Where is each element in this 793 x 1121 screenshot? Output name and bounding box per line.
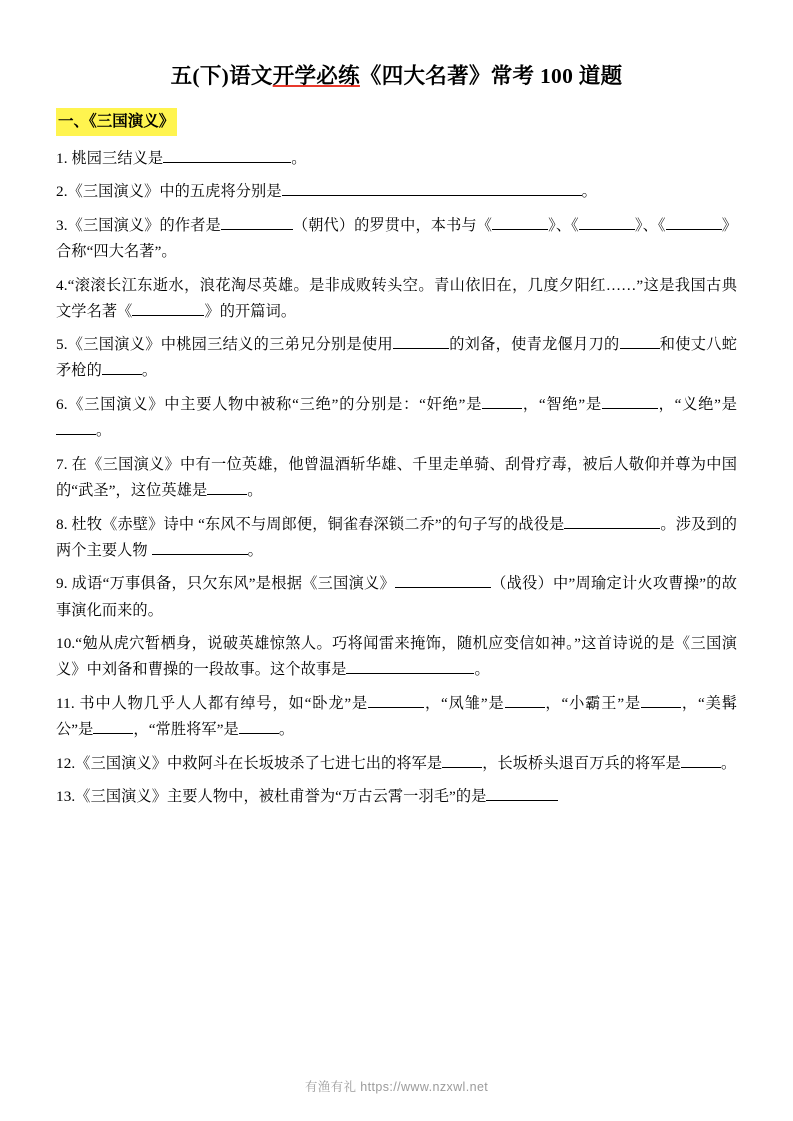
question-text: （朝代）的罗贯中，本书与《 (292, 216, 493, 234)
question-item (56, 691, 737, 743)
question-text: 1. 桃园三结义是 (56, 149, 164, 167)
question-text: 。 (247, 482, 263, 500)
answer-blank[interactable] (239, 718, 279, 734)
answer-blank[interactable] (163, 146, 291, 162)
answer-blank[interactable] (482, 393, 522, 409)
question-text: （战役）中”周瑜定计火攻曹操”的故事演化而来的。 (56, 575, 738, 619)
answer-blank[interactable] (641, 692, 681, 708)
question-item (56, 571, 737, 623)
question-item (56, 452, 737, 504)
answer-blank[interactable] (620, 333, 660, 349)
answer-blank[interactable] (579, 214, 635, 230)
question-item (56, 146, 737, 172)
question-item (56, 784, 737, 810)
question-text: 》合称“四大名著”。 (56, 216, 737, 260)
answer-blank[interactable] (492, 214, 548, 230)
question-text: 13.《三国演义》主要人物中，被杜甫誉为“万古云霄一羽毛”的是 (56, 788, 487, 806)
section-heading: 一、《三国演义》 (56, 108, 177, 135)
question-text: 5.《三国演义》中桃园三结义的三弟兄分别是使用 (56, 336, 393, 354)
question-text: 》、《 (548, 216, 579, 234)
question-item (56, 273, 737, 325)
question-text: 11. 书中人物几乎人人都有绰号，如“卧龙”是 (56, 695, 369, 713)
question-text: ，“小霸王”是 (544, 695, 642, 713)
question-item (56, 179, 737, 205)
question-text: 8. 杜牧《赤壁》诗中 “东风不与周郎便，铜雀春深锁二乔”的句子写的战役是 (56, 515, 565, 533)
question-text: 。 (720, 754, 737, 772)
question-text: 。 (141, 362, 158, 380)
question-text: 4.“滚滚长江东逝水，浪花淘尽英雄。是非成败转头空。青山依旧在，几度夕阳红……”这是我国古典文学名著《 (56, 276, 737, 320)
question-item (56, 751, 737, 777)
answer-blank[interactable] (681, 752, 721, 768)
question-text: 和使丈八蛇矛枪的 (56, 336, 737, 380)
question-text: 3.《三国演义》的作者是 (56, 216, 221, 234)
answer-blank[interactable] (132, 300, 204, 316)
question-text: 。涉及到的两个主要人物 (56, 515, 737, 559)
question-item (56, 631, 737, 683)
question-item (56, 213, 737, 265)
question-text: ，“美髯公”是 (56, 695, 737, 739)
answer-blank[interactable] (102, 359, 142, 375)
page-title (56, 60, 737, 92)
question-text: 10.“勉从虎穴暂栖身，说破英雄惊煞人。巧将闻雷来掩饰，随机应变信如神。”这首诗说的是《三国演义》中刘备和曹操的一段故事。这个故事是 (56, 635, 737, 679)
question-list (56, 146, 737, 811)
question-item (56, 512, 737, 564)
question-text: ，“常胜将军”是 (133, 721, 239, 739)
answer-blank[interactable] (93, 718, 133, 734)
answer-blank[interactable] (207, 479, 247, 495)
question-item (56, 332, 737, 384)
question-text: 。 (474, 661, 490, 679)
answer-blank[interactable] (442, 752, 482, 768)
question-text: ，“义绝”是 (657, 396, 737, 414)
question-text: 9. 成语“万事俱备，只欠东风”是根据《三国演义》 (56, 575, 395, 593)
title-suffix: 《四大名著》常考 100 道题 (359, 64, 623, 88)
answer-blank[interactable] (486, 785, 558, 801)
answer-blank[interactable] (393, 333, 449, 349)
answer-blank[interactable] (221, 214, 293, 230)
question-text: 2.《三国演义》中的五虎将分别是 (56, 183, 282, 201)
footer-watermark: 有渔有礼 https://www.nzxwl.net (304, 1080, 489, 1094)
answer-blank[interactable] (602, 393, 658, 409)
question-text: ，“智绝”是 (522, 396, 602, 414)
answer-blank[interactable] (564, 513, 660, 529)
answer-blank[interactable] (666, 214, 722, 230)
question-text: 》的开篇词。 (204, 302, 297, 320)
question-text: 。 (581, 183, 597, 201)
answer-blank[interactable] (505, 692, 545, 708)
answer-blank[interactable] (346, 658, 474, 674)
question-text: 。 (278, 721, 295, 739)
question-text: 12.《三国演义》中救阿斗在长坂坡杀了七进七出的将军是 (56, 754, 443, 772)
question-text: ，长坂桥头退百万兵的将军是 (482, 754, 681, 772)
question-text: 。 (96, 422, 112, 440)
question-item (56, 392, 737, 444)
question-text: ，“凤雏”是 (424, 695, 505, 713)
title-prefix: 五(下)语文 (170, 64, 273, 88)
question-text: 的刘备，使青龙偃月刀的 (449, 336, 620, 354)
section-heading-wrapper (56, 106, 737, 145)
answer-blank[interactable] (56, 419, 96, 435)
question-text: 。 (247, 541, 263, 559)
answer-blank[interactable] (152, 539, 248, 555)
question-text: 7. 在《三国演义》中有一位英雄，他曾温酒斩华雄、千里走单骑、刮骨疗毒，被后人敬仰并尊为中国的“武圣”，这位英雄是 (56, 455, 737, 500)
title-highlight: 开学必练 (272, 64, 360, 88)
question-text: 6.《三国演义》中主要人物中被称“三绝”的分别是：“奸绝”是 (56, 396, 483, 414)
answer-blank[interactable] (395, 572, 491, 588)
answer-blank[interactable] (282, 180, 582, 196)
question-text: 。 (291, 149, 307, 167)
question-text: 》、《 (634, 216, 666, 234)
answer-blank[interactable] (368, 692, 424, 708)
